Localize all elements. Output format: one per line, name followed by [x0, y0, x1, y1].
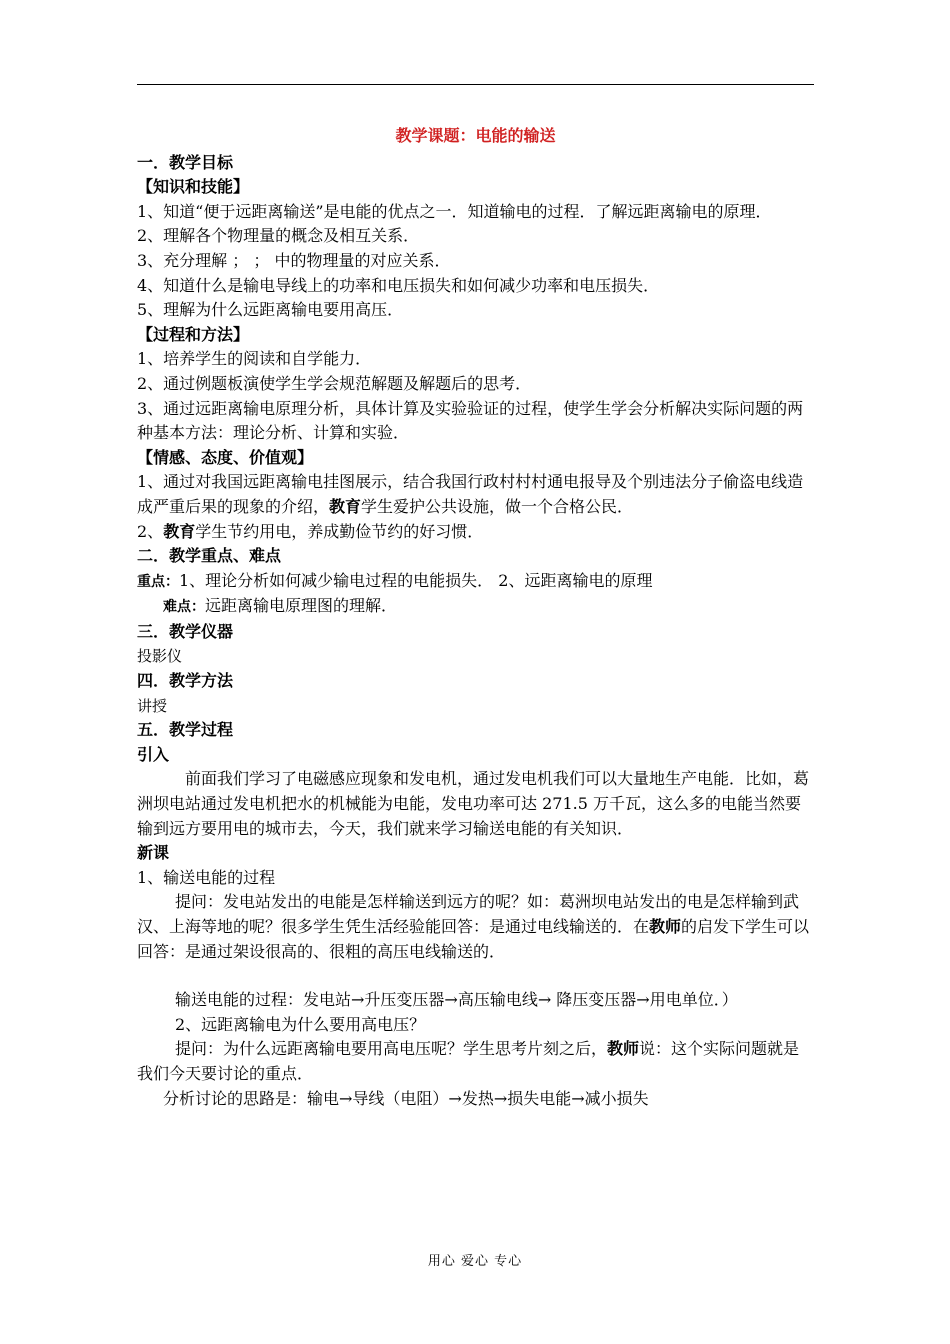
new-lesson-heading: 新课	[137, 843, 170, 863]
key-point	[137, 569, 814, 595]
section-heading-4: 四．教学方法	[137, 671, 234, 691]
intro-paragraph: 前面我们学习了电磁感应现象和发电机，通过发电机我们可以大量地生产电能．比如，葛洲坝电站通过发电机把水的机械能为电能，发电功率可达 271.5 万千瓦，这么多的电能当然要输到远方要用电的城市去，今天，我们就来学习输送电能的有关知识．	[137, 769, 810, 838]
question-1-bold: 教师	[649, 917, 682, 936]
emotion-item-1-bold: 教育	[329, 496, 362, 516]
emotion-item-2	[137, 520, 814, 545]
knowledge-item-2: 2、理解各个物理量的概念及相互关系．	[137, 226, 420, 246]
intro-heading: 引入	[137, 744, 170, 764]
lesson-step-1: 1、输送电能的过程	[137, 867, 276, 887]
question-2	[137, 1037, 814, 1086]
difficult-point-text: 远距离输电原理图的理解．	[205, 596, 398, 616]
transmission-process: 输送电能的过程：发电站→升压变压器→高压输电线→ 降压变压器→用电单位．）	[175, 990, 738, 1010]
analysis-thinking: 分析讨论的思路是：输电→导线（电阻）→发热→损失电能→减小损失	[163, 1088, 649, 1108]
key-point-text: 1、理论分析如何减少输电过程的电能损失． 2、远距离输电的原理	[179, 570, 653, 590]
knowledge-item-4: 4、知道什么是输电导线上的功率和电压损失和如何减少功率和电压损失．	[137, 275, 660, 295]
knowledge-item-5: 5、理解为什么远距离输电要用高压．	[137, 300, 404, 320]
section-heading-2: 二．教学重点、难点	[137, 546, 282, 566]
question-1-text-a: 提问：发电站发出的电能是怎样输送到远方的呢？如：葛洲坝电站发出的电是怎样输到武汉、上海等地的呢？很多学生凭生活经验能回答：是通过电线输送的．在	[137, 892, 800, 936]
question-2-text-c: 说：这个实际问题就是我们今天要讨论的重点．	[137, 1039, 800, 1083]
document-body	[137, 124, 814, 1111]
subheading-knowledge: 【知识和技能】	[137, 177, 250, 197]
key-point-label: 重点：	[137, 573, 179, 590]
method-item-2: 2、通过例题板演使学生学会规范解题及解题后的思考．	[137, 373, 532, 393]
method-text: 讲授	[137, 696, 168, 715]
knowledge-item-3: 3、充分理解 ； ； 中的物理量的对应关系．	[137, 250, 451, 270]
method-item-3: 3、通过远距离输电原理分析，具体计算及实验验证的过程，使学生学会分析解决实际问题的两种基本方法：理论分析、计算和实验．	[137, 398, 804, 443]
spacer	[137, 964, 814, 988]
method-item-1: 1、培养学生的阅读和自学能力．	[137, 349, 372, 369]
emotion-item-2-text-c: 学生节约用电，养成勤俭节约的好习惯．	[195, 521, 484, 541]
header-rule	[137, 84, 814, 85]
difficult-point-label: 难点：	[163, 599, 205, 616]
section-heading-3: 三．教学仪器	[137, 621, 234, 641]
subheading-method: 【过程和方法】	[137, 324, 250, 344]
emotion-item-1-text-a: 1、通过对我国远距离输电挂图展示，结合我国行政村村村通电报导及个别违法分子偷盗电线造成严重后果的现象的介绍，	[137, 472, 804, 516]
emotion-item-1-text-c: 学生爱护公共设施，做一个合格公民．	[361, 496, 634, 516]
knowledge-item-1: 1、知道“便于远距离输送”是电能的优点之一．知道输电的过程．了解远距离输电的原理．	[137, 201, 772, 221]
emotion-item-2-text-a: 2、	[137, 521, 164, 541]
section-heading-1: 一．教学目标	[137, 152, 234, 172]
question-2-bold: 教师	[607, 1039, 640, 1059]
lesson-step-2: 2、远距离输电为什么要用高电压？	[175, 1014, 426, 1034]
subheading-emotion: 【情感、态度、价值观】	[137, 447, 314, 467]
page-title: 教学课题：电能的输送	[395, 126, 556, 145]
section-heading-5: 五．教学过程	[137, 720, 234, 740]
emotion-item-2-bold: 教育	[163, 521, 196, 541]
question-2-text-a: 提问：为什么远距离输电要用高电压呢？学生思考片刻之后，	[175, 1039, 608, 1059]
emotion-item-1	[137, 470, 814, 519]
question-1-text-c: 的启发下学生可以回答：是通过架设很高的、很粗的高压电线输送的．	[137, 917, 810, 961]
difficult-point	[137, 594, 814, 620]
question-1	[137, 890, 814, 964]
page-footer: 用心 爱心 专心	[427, 1254, 523, 1269]
instrument-text: 投影仪	[137, 647, 183, 666]
